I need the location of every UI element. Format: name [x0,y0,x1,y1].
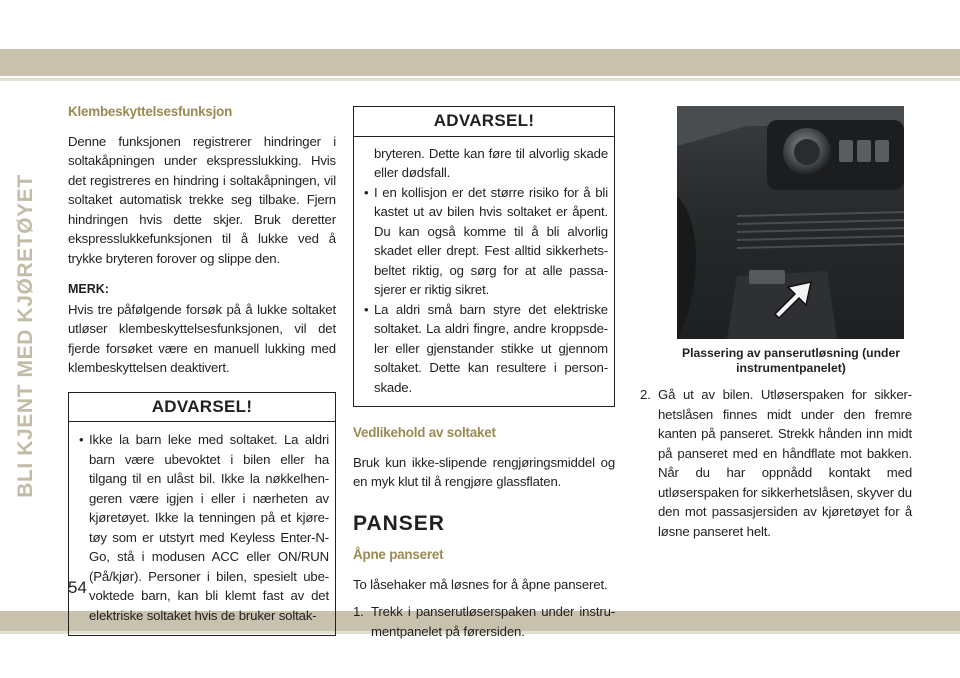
column-left [68,102,336,636]
note-text: Hvis tre påfølgende forsøk på å lukke soltaket utløser klembeskyttelsesfunksjonen, vil det fjerde forsøket være en manuell lukking med klembeskyttelsen deaktivert. [68,301,336,375]
open-hood-intro: To låsehaker må løsnes for å åpne panseret. [353,576,608,592]
bullet-icon: • [364,184,369,200]
page-number: 54 [68,578,87,597]
photo-caption: Plassering av panserutløsning (under instrumentpanelet) [681,346,901,375]
hood-heading: PANSER [353,511,445,535]
column-right [640,385,912,541]
section-tab-label: BLI KJENT MED KJØRETØYET [14,174,37,498]
warning-bullet: • I en kollisjon er det større risiko for å bli kastet ut av bilen hvis soltaket er åpent. Du kan også komme til å bli alvorlig skadet eller drept. Fest alltid sikkerhets-beltet riktig, og sørg for at alle passa-sjerer er riktig sikret. [364,183,608,300]
warning-title: ADVARSEL! [354,107,614,137]
hood-release-photo [677,106,904,339]
open-hood-heading: Åpne panseret [353,547,444,562]
warning-bullet: • La aldri små barn styre det elektriske soltaket. La aldri fingre, andre kroppsde-ler eller gjenstander stikke ut gjennom soltaket. Dette kan resultere i person-skade. [364,300,608,398]
anti-pinch-paragraph: Denne funksjonen registrerer hindringer i soltakåpningen under ekspresslukking. Hvis det registreres en hindring i soltakåpningen, vil soltaket automatisk trekke seg tilbake. Fjern hindringen hvis dette skjer. Bruk deretter ekspresslukkefunksjonen til å lukke ved å trykke bryteren forover og slippe den. [68,133,336,266]
header-band [0,49,960,76]
step-1: 1. Trekk i panserutløserspaken under instru-mentpanelet på førersiden. [353,604,615,639]
warning-title: ADVARSEL! [69,393,335,423]
bullet-icon: • [364,301,369,317]
note-label: MERK: [68,282,109,296]
anti-pinch-heading: Klembeskyttelsesfunksjon [68,104,233,119]
maintenance-heading: Vedlikehold av soltaket [353,425,496,440]
step-2: 2. Gå ut av bilen. Utløserspaken for sikker-hetslåsen finnes midt under den fremre kanten på panseret. Strekk hånden inn midt på panseret med en håndflate mot bakken. Når du har oppnådd kontakt med utløserspaken for sikkerhetslåsen, skyver du den mot passasjersiden av kjøretøyet for å løsne panseret helt. [640,387,912,539]
header-rule [0,78,960,81]
warning-box-1 [68,392,336,637]
warning-box-2 [353,106,615,407]
maintenance-text: Bruk kun ikke-slipende rengjøringsmiddel og en myk klut til å rengjøre glassflaten. [353,454,615,489]
warning-continued-text: bryteren. Dette kan føre til alvorlig skade eller dødsfall. [374,145,608,180]
hood-release-illustration [677,106,904,339]
column-middle [353,106,615,641]
warning-bullet: • Ikke la barn leke med soltaket. La aldri barn være ubevoktet i bilen eller ha tilgang til en ulåst bil. Ikke la nøkkelhen-geren være igjen i eller i nærheten av kjøretøyet. Ikke la tenningen på et kjøre-tøy som er utstyrt med Keyless Enter-N-Go, stå i modusen ACC eller ON/RUN (På/kjør). Personer i bilen, spesielt ube-voktede barn, kan bli klemt fast av det elektriske soltaket hvis de bruker soltak- [79,430,329,625]
bullet-icon: • [79,432,84,447]
